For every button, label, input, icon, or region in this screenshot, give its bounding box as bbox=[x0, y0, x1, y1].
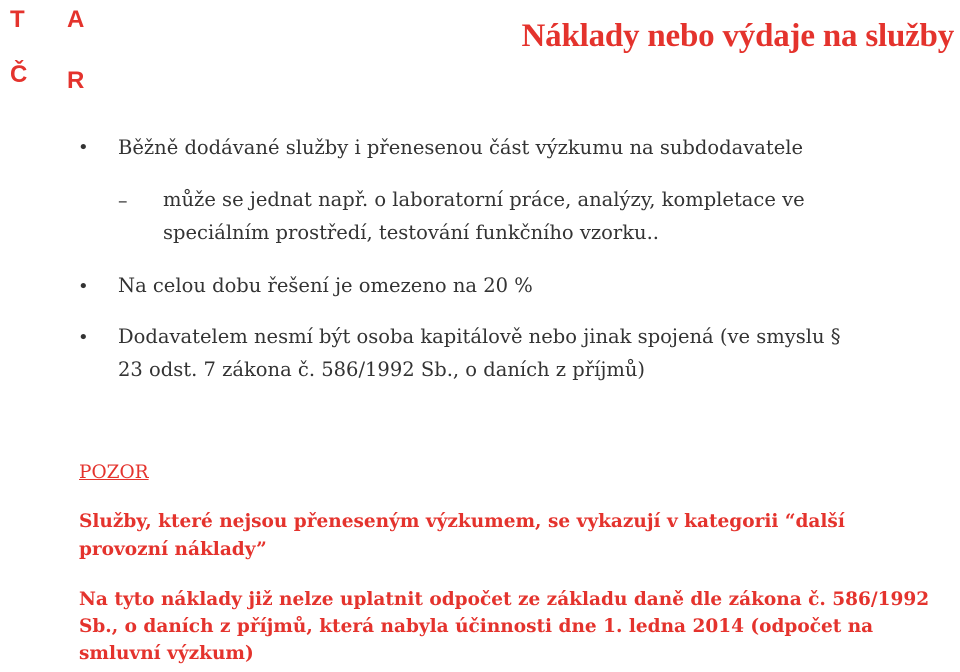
bullet-dot: • bbox=[78, 276, 89, 297]
bullet-dot: • bbox=[78, 327, 89, 348]
warning-paragraph1-line1: Služby, které nejsou přeneseným výzkumem, se vykazují v kategorii “další bbox=[79, 511, 845, 532]
sub-bullet-dash: – bbox=[118, 190, 128, 212]
sub-bullet-examples-line1: může se jednat např. o laboratorní práce, analýzy, kompletace ve bbox=[163, 188, 805, 211]
page-title: Náklady nebo výdaje na služby bbox=[521, 18, 954, 54]
logo-letter-c: Č bbox=[10, 61, 28, 88]
sub-bullet-examples-line2: speciálním prostředí, testování funkčního vzorku.. bbox=[163, 221, 659, 244]
warning-heading: POZOR bbox=[79, 462, 149, 483]
bullet-supplier-restriction-line1: Dodavatelem nesmí být osoba kapitálově nebo jinak spojená (ve smyslu § bbox=[118, 325, 841, 348]
warning-paragraph1-line2: provozní náklady” bbox=[79, 539, 267, 560]
logo-letter-a: A bbox=[67, 6, 85, 33]
bullet-dot: • bbox=[78, 137, 89, 158]
logo-letter-t: T bbox=[10, 6, 25, 33]
bullet-limit-20-percent: Na celou dobu řešení je omezeno na 20 % bbox=[118, 274, 533, 297]
bullet-subcontracted-services: Běžně dodávané služby i přenesenou část výzkumu na subdodavatele bbox=[118, 136, 804, 159]
tacr-logo bbox=[10, 5, 100, 95]
warning-paragraph2-line2: Sb., o daních z příjmů, která nabyla účinnosti dne 1. ledna 2014 (odpočet na bbox=[79, 616, 874, 637]
warning-paragraph2-line3: smluvní výzkum) bbox=[79, 643, 254, 664]
bullet-supplier-restriction-line2: 23 odst. 7 zákona č. 586/1992 Sb., o daních z příjmů) bbox=[118, 358, 646, 381]
warning-paragraph2-line1: Na tyto náklady již nelze uplatnit odpočet ze základu daně dle zákona č. 586/1992 bbox=[79, 589, 930, 610]
logo-letter-r: R bbox=[67, 67, 85, 94]
